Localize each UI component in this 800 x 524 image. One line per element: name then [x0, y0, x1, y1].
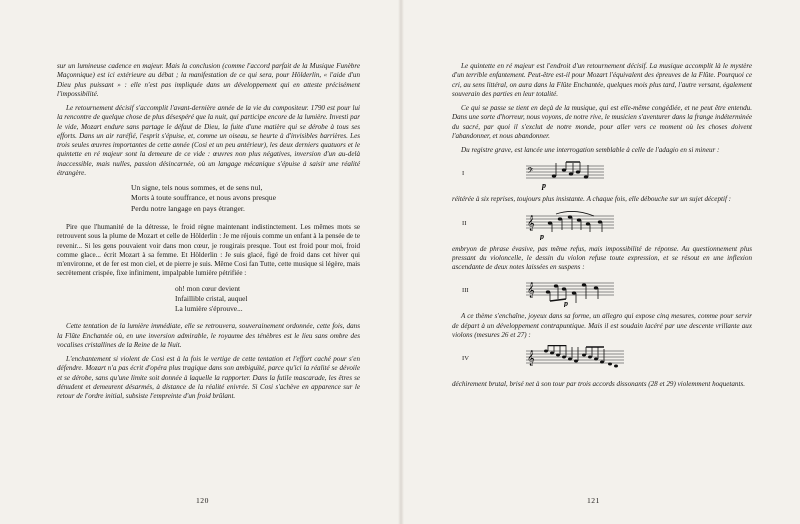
book-gutter	[398, 0, 404, 524]
music-staff-icon	[526, 277, 616, 307]
poem-line: Infaillible cristal, auquel	[175, 293, 248, 303]
right-example-3-text: A ce thème s'enchaîne, joyeux dans sa forme, un allegro qui expose cinq mesures, comme pour servir de départ à un développement contrapuntique. Mais il est soudain lacéré par une descente vrillante aux violons (mesures 26 et 27) :	[452, 312, 752, 339]
left-paragraph-2: Le retournement décisif s'accomplit l'avant-dernière année de la vie du compositeur. 1790 est pour lui la rencontre de quelque chose de plus désespéré que la nuit, qui participe encore de la lumière. Investi par le vide, Mozart endure sans partage le défaut de Dieu, la fuite d'une matière qui se dérobe à tous ses efforts. Dans un air raréfié, l'esprit s'épuise, et, comme un oiseau, se heurte à d'invisibles barrières. Les trois seules œuvres importantes de cette année (Cosi et un peu antérieur), les deux derniers quatuors et le quintette en ré majeur sont la demeure de ce vide : œuvres non plus négatives, inversion d'un au-delà inaccessible, mais nulles, passion désincarnée, où un langage mécanique s'épuise à saisir une réalité étrangère.	[57, 104, 360, 177]
right-example-2-text: embryon de phrase évasive, pas même refus, mais impossibilité de réponse. Au questionnement plus pressant du violoncelle, le dessin du violon refuse toute expression, et se résout en une inflexion ascendante de deux notes laissées en suspens :	[452, 244, 752, 271]
left-paragraph-5: L'enchantement si violent de Cosi est à la fois le vertige de cette tentation et l'effort caché pour s'en défendre. Mozart n'a pas écrit d'opéra plus tragique dans son ambiguïté, parce qu'ici la réalité se dévoile et se dérobe, sans qu'une limite soit donnée à laquelle la rapporter. Dans la futile mascarade, les êtres se dénudent et demeurent désarmés, à distance de la réalité enivrée. Si Cosi s'achève en apparence sur le retour de l'ordre initial, subsiste l'empreinte d'un froid brûlant.	[57, 355, 360, 401]
example-label: II	[462, 219, 467, 227]
music-staff-icon	[526, 345, 626, 375]
music-example-1	[452, 160, 752, 190]
music-staff-icon	[526, 160, 606, 190]
poem-quote-1	[131, 183, 360, 214]
example-label: III	[462, 287, 469, 295]
poem-quote-2	[175, 284, 360, 315]
dynamic-mark: p	[542, 181, 546, 191]
svg-text:𝄞: 𝄞	[527, 215, 535, 231]
right-example-1-text: réitérée à six reprises, toujours plus insistante. A chaque fois, elle débouche sur un sujet déceptif :	[452, 195, 732, 204]
example-label: IV	[462, 355, 469, 362]
svg-text:𝄞: 𝄞	[527, 351, 535, 366]
left-paragraph-4: Cette tentation de la lumière immédiate, elle se retrouvera, souverainement ordonnée, cette fois, dans la Flûte Enchantée où, en une inversion admirable, le royaume des ténèbres est le lieu sans ombre des vocalises cristallines de la Reine de la Nuit.	[57, 322, 360, 349]
left-paragraph-3: Pire que l'humanité de la détresse, le froid règne maintenant indistinctement. Les mêmes mots se retrouvent sous la plume de Mozart et celle de Hölderlin : Je me réjouis comme un enfant à la pensée de te revenir... Si les gens pouvaient voir dans mon cœur, je rougirais presque. Tout est froid pour moi, froid comme glace... écrit Mozart à sa femme. Et Hölderlin : Je suis glacé, figé de froid dans cet hiver qui m'environne, et de fer est mon ciel, et de pierre je suis. Même Cosi fan Tutte, cette musique si légère, mais secrètement crispée, fixe infiniment, impalpable lumière pétrifiée :	[57, 223, 360, 278]
right-paragraph-1: Le quintette en ré majeur est l'endroit d'un retournement décisif. La musique accomplit là le mystère d'un terrible enfantement. Peut-être est-il pour Mozart l'équivalent des épreuves de la Flûte. Pourquoi ce cri, au sens littéral, on aura dans la Flûte Enchantée, quelques mois plus tard, l'autre versant, également souverain des parties en leur totalité.	[452, 62, 752, 98]
right-page	[452, 62, 752, 394]
poem-line: Morts à toute souffrance, et nous avons presque	[131, 193, 276, 203]
left-page-number: 120	[196, 496, 209, 505]
music-staff-icon	[526, 210, 616, 240]
right-example-4-text: déchirement brutal, brisé net à son tour par trois accords dissonants (28 et 29) violemment hoquetants.	[452, 380, 745, 388]
right-paragraph-3: Du registre grave, est lancée une interrogation semblable à celle de l'adagio en si mineur :	[461, 146, 720, 154]
left-paragraph-1: sur un lumineuse cadence en majeur. Mais la conclusion (comme l'accord parfait de la Musique Funèbre Maçonnique) est ici extérieure au débat ; la manifestation de ce qui sera, pour Hölderlin, « l'aide d'un Dieu plus puissant » : elle n'est pas impliquée dans un développement qui en atteste précisément l'impossibilité.	[57, 62, 360, 98]
right-paragraph-2: Ce qui se passe se tient en deçà de la musique, qui est elle-même congédiée, et ne peut être entendu. Dans une sorte d'horreur, nous voyons, de notre rive, le musicien s'aventurer dans la frange indéterminée du sacré, par quoi il s'exclut de notre monde, pour aller vers ce moment où les choses doivent l'abandonner, et nous abandonner.	[452, 104, 752, 140]
example-label: I	[462, 170, 465, 178]
dynamic-mark: p	[540, 231, 544, 240]
poem-line: La lumière s'éprouve...	[175, 304, 243, 314]
music-example-2	[452, 210, 752, 240]
poem-line: oh! mon cœur devient	[175, 283, 241, 293]
svg-text:𝄢: 𝄢	[527, 167, 534, 179]
left-page	[57, 62, 360, 406]
music-example-4	[452, 345, 752, 375]
svg-text:𝄞: 𝄞	[527, 283, 535, 299]
music-example-3	[452, 277, 752, 307]
poem-line: Un signe, tels nous sommes, et de sens nul,	[131, 183, 263, 192]
dynamic-mark: p	[564, 299, 568, 308]
right-page-number: 121	[587, 496, 600, 505]
poem-line: Perdu notre langage en pays étranger.	[131, 203, 245, 213]
